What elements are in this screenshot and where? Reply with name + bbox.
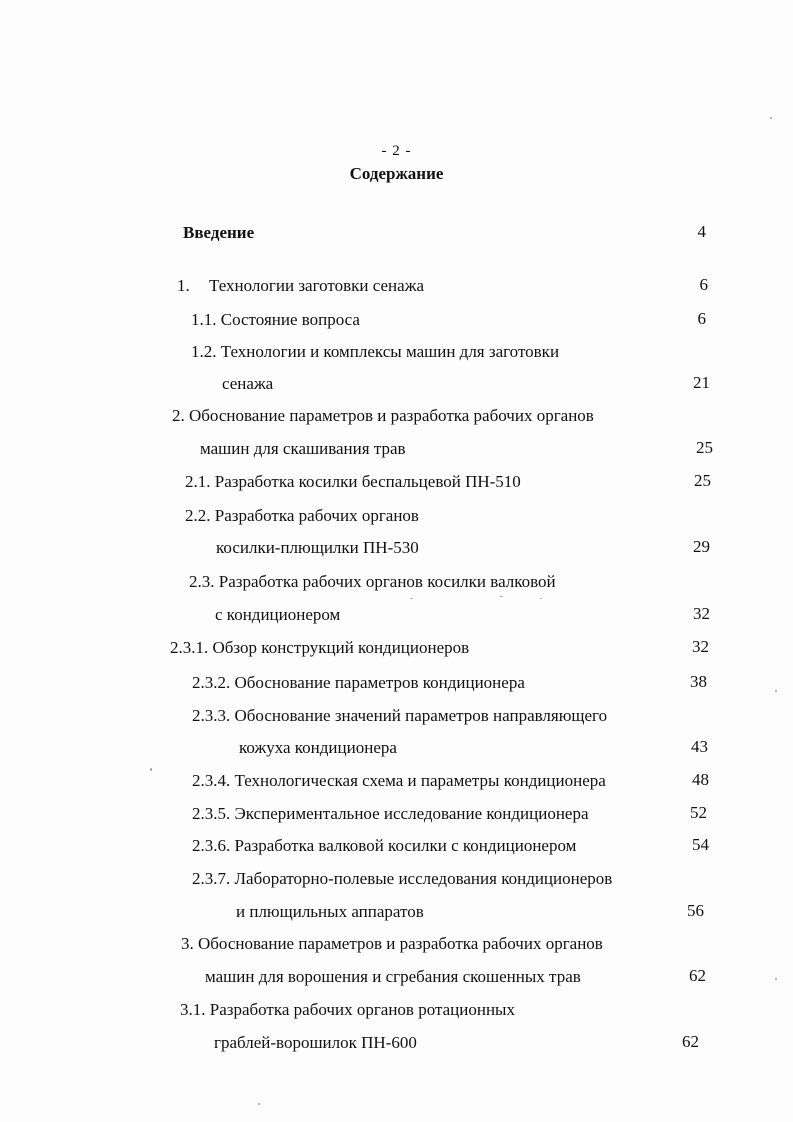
toc-entry-continuation: с кондиционером <box>215 605 341 624</box>
toc-entry-continuation: сенажа <box>222 374 274 393</box>
scan-speck <box>410 598 413 599</box>
scan-speck <box>775 690 777 692</box>
toc-entry: 3. Обоснование параметров и разработка рабочих органов <box>181 934 603 953</box>
toc-page: 6 <box>697 309 706 328</box>
page-number: - 2 - <box>381 143 412 159</box>
toc-entry: 1.2. Технологии и комплексы машин для заготовки <box>191 342 560 361</box>
toc-page: 62 <box>689 966 706 985</box>
toc-page: 32 <box>692 637 709 656</box>
toc-entry: 2.3.1. Обзор конструкций кондиционеров <box>170 638 470 657</box>
toc-page: 6 <box>699 275 708 294</box>
toc-page: 43 <box>691 737 708 756</box>
toc-entry: 2. Обоснование параметров и разработка рабочих органов <box>172 406 594 425</box>
toc-entry-continuation: граблей-ворошилок ПН-600 <box>214 1033 417 1052</box>
toc-entry: 2.2. Разработка рабочих органов <box>185 506 419 525</box>
toc-page: 38 <box>690 672 707 691</box>
toc-page: 21 <box>693 373 710 392</box>
toc-entry-num: 1. <box>177 276 190 295</box>
toc-page: 48 <box>692 770 709 789</box>
toc-entry: 2.3.7. Лабораторно-полевые исследования кондиционеров <box>192 869 613 888</box>
scan-speck <box>770 117 772 119</box>
toc-page: 32 <box>693 604 710 623</box>
toc-page: 25 <box>694 471 711 490</box>
toc-entry: 2.3. Разработка рабочих органов косилки валковой <box>189 572 556 591</box>
scan-speck <box>540 598 542 599</box>
toc-entry-continuation: кожуха кондиционера <box>239 738 397 757</box>
toc-page: 54 <box>692 835 709 854</box>
toc-entry: 2.1. Разработка косилки беспальцевой ПН-510 <box>185 472 521 491</box>
scan-speck <box>500 596 503 597</box>
toc-entry: 3.1. Разработка рабочих органов ротационных <box>180 1000 515 1019</box>
toc-entry: 2.3.5. Экспериментальное исследование кондиционера <box>192 804 589 823</box>
scan-speck <box>150 768 152 771</box>
page-title: Содержание <box>349 164 444 183</box>
toc-entry: 2.3.3. Обоснование значений параметров направляющего <box>192 706 608 725</box>
toc-entry: 2.3.2. Обоснование параметров кондиционера <box>192 673 525 692</box>
toc-entry: 2.3.4. Технологическая схема и параметры кондиционера <box>192 771 606 790</box>
toc-entry-continuation: машин для ворошения и сгребания скошенных трав <box>205 967 581 986</box>
scan-speck <box>258 1103 260 1105</box>
toc-page: 25 <box>696 438 713 457</box>
toc-page-introduction: 4 <box>697 222 706 241</box>
toc-page: 52 <box>690 803 707 822</box>
scan-speck <box>775 978 777 980</box>
toc-page: 56 <box>687 901 704 920</box>
toc-entry: 2.3.6. Разработка валковой косилки с кондиционером <box>192 836 577 855</box>
toc-entry: Технологии заготовки сенажа <box>209 276 424 295</box>
toc-entry-continuation: и плющильных аппаратов <box>236 902 424 921</box>
toc-entry-introduction: Введение <box>183 223 255 242</box>
toc-entry-continuation: косилки-плющилки ПН-530 <box>216 538 419 557</box>
toc-entry: 1.1. Состояние вопроса <box>191 310 360 329</box>
toc-entry-continuation: машин для скашивания трав <box>200 439 406 458</box>
toc-page: 62 <box>682 1032 699 1051</box>
toc-page: 29 <box>693 537 710 556</box>
